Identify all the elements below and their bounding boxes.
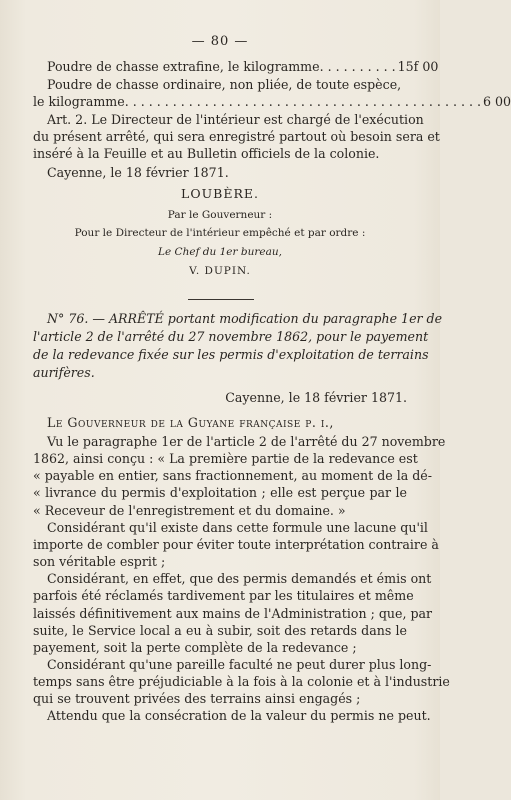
body-line: Considérant qu'il existe dans cette formule une lacune qu'il	[47, 519, 428, 535]
body-line: parfois été réclamés tardivement par les titulaires et même	[33, 588, 414, 604]
date-line: Cayenne, le 18 février 1871.	[47, 165, 229, 180]
body-line: payement, soit la perte complète de la redevance ;	[33, 639, 357, 655]
price-row	[47, 58, 439, 75]
decree-title-line: aurifères.	[33, 365, 95, 380]
body-line: Vu le paragraphe 1er de l'article 2 de l'arrêté du 27 novembre	[47, 434, 446, 449]
section-divider	[188, 299, 254, 300]
price-leader: . . . . . . . . . .	[319, 59, 396, 74]
body-line: temps sans être préjudiciable à la fois à la colonie et à l'industrie	[33, 674, 450, 690]
signature-office: Le Chef du 1er bureau,	[158, 246, 282, 258]
date-line: Cayenne, le 18 février 1871.	[225, 390, 407, 405]
body-line: son véritable esprit ;	[33, 554, 166, 569]
body-line: suite, le Service local a eu à subir, soit des retards dans le	[33, 622, 407, 638]
body-line: « payable en entier, sans fractionnement, au moment de la dé-	[33, 468, 433, 484]
article-line: inséré à la Feuille et au Bulletin officiels de la colonie.	[33, 146, 380, 161]
body-line: 1862, ainsi conçu : « La première partie de la redevance est	[33, 451, 418, 467]
signature-by: Par le Gouverneur :	[167, 209, 273, 221]
page-number: — 80 —	[191, 34, 249, 49]
body-line: Attendu que la consécration de la valeur du permis ne peut.	[47, 708, 431, 724]
decree-title-line: de la redevance fixée sur les permis d'exploitation de terrains	[33, 347, 429, 362]
body-line: « livrance du permis d'exploitation ; elle est perçue par le	[33, 485, 407, 501]
body-line: qui se trouvent privées des terrains ainsi engagés ;	[33, 691, 361, 707]
body-line: importe de combler pour éviter toute interprétation contraire à	[33, 536, 439, 552]
article-line: du présent arrêté, qui sera enregistré partout où besoin sera et	[33, 129, 440, 144]
price-value: 15f 00	[397, 59, 439, 74]
body-line: laissés définitivement aux mains de l'Administration ; que, par	[33, 605, 433, 621]
article-line: Art. 2. Le Directeur de l'intérieur est chargé de l'exécution	[47, 112, 424, 127]
price-label: le kilogramme	[33, 94, 125, 109]
price-row	[33, 93, 511, 110]
decree-title-line: N° 76. — ARRÊTÉ portant modification du paragraphe 1er de	[47, 311, 443, 326]
price-label: Poudre de chasse ordinaire, non pliée, de toute espèce,	[47, 77, 402, 92]
price-label: Poudre de chasse extrafine, le kilogramme	[47, 59, 320, 74]
signature-signer: V. DUPIN.	[189, 265, 251, 277]
signature-name: LOUBÈRE.	[181, 186, 259, 201]
opening-line: Le Gouverneur de la Guyane française p. i.,	[47, 415, 334, 430]
price-value: 6 00	[482, 94, 511, 109]
body-line: Considérant, en effet, que des permis demandés et émis ont	[47, 571, 432, 587]
body-line: « Receveur de l'enregistrement et du domaine. »	[33, 502, 346, 518]
decree-title-line: l'article 2 de l'arrêté du 27 novembre 1862, pour le payement	[33, 329, 429, 344]
price-leader: . . . . . . . . . . . . . . . . . . . . . . . . . . . . . . . . . . . . . . . . . . . . .	[124, 94, 481, 109]
body-line: Considérant qu'une pareille faculté ne peut durer plus long-	[47, 657, 432, 672]
signature-for: Pour le Directeur de l'intérieur empêché et par ordre :	[74, 227, 366, 239]
